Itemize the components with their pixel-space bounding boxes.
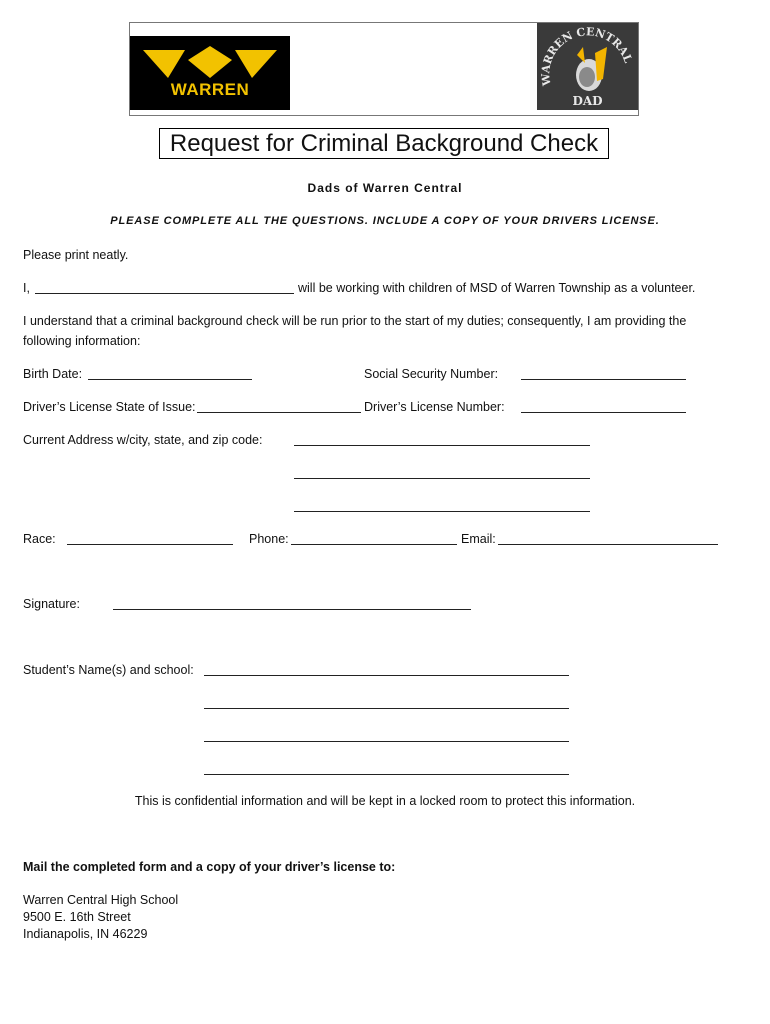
students-field-line4[interactable] [204,774,569,775]
understand-text-line1: I understand that a criminal background check will be run prior to the start of my duties; consequently, I am providing the [23,314,687,328]
volunteer-prefix: I, [23,281,30,295]
signature-field[interactable] [113,609,471,610]
dad-logo-arc-text: WARREN CENTRAL [539,25,635,87]
warren-central-dad-logo-icon [537,23,638,110]
email-label: Email: [461,532,496,546]
page-title: Request for Criminal Background Check [159,128,609,159]
birth-date-field[interactable] [88,379,252,380]
signature-label: Signature: [23,597,80,611]
students-label: Student’s Name(s) and school: [23,663,194,677]
dl-state-label: Driver’s License State of Issue: [23,400,196,414]
warren-logo-icon [130,36,290,110]
students-field-line3[interactable] [204,741,569,742]
organization-name: Dads of Warren Central [307,181,463,195]
dad-logo-text: DAD [572,94,603,108]
mail-address-line3: Indianapolis, IN 46229 [23,927,148,941]
warren-logo-text: WARREN [170,80,250,99]
race-field[interactable] [67,544,233,545]
ssn-field[interactable] [521,379,686,380]
mail-address-line2: 9500 E. 16th Street [23,910,131,924]
instructions: PLEASE COMPLETE ALL THE QUESTIONS. INCLUDE A COPY OF YOUR DRIVERS LICENSE. [110,215,660,227]
address-label: Current Address w/city, state, and zip code: [23,433,263,447]
understand-text-line2: following information: [23,334,141,348]
phone-field[interactable] [291,544,457,545]
race-label: Race: [23,532,56,546]
address-field-line3[interactable] [294,511,590,512]
print-note: Please print neatly. [23,248,129,262]
email-field[interactable] [498,544,718,545]
dl-number-label: Driver’s License Number: [364,400,505,414]
dl-number-field[interactable] [521,412,686,413]
confidential-note: This is confidential information and will be kept in a locked room to protect this information. [134,794,636,808]
ssn-label: Social Security Number: [364,367,499,381]
students-field-line2[interactable] [204,708,569,709]
mail-heading: Mail the completed form and a copy of your driver’s license to: [23,860,396,874]
students-field-line1[interactable] [204,675,569,676]
volunteer-name-field[interactable] [35,293,294,294]
address-field-line2[interactable] [294,478,590,479]
birth-date-label: Birth Date: [23,367,83,381]
address-field-line1[interactable] [294,445,590,446]
phone-label: Phone: [249,532,289,546]
dl-state-field[interactable] [197,412,361,413]
volunteer-suffix: will be working with children of MSD of Warren Township as a volunteer. [298,281,696,295]
mail-address-line1: Warren Central High School [23,893,179,907]
